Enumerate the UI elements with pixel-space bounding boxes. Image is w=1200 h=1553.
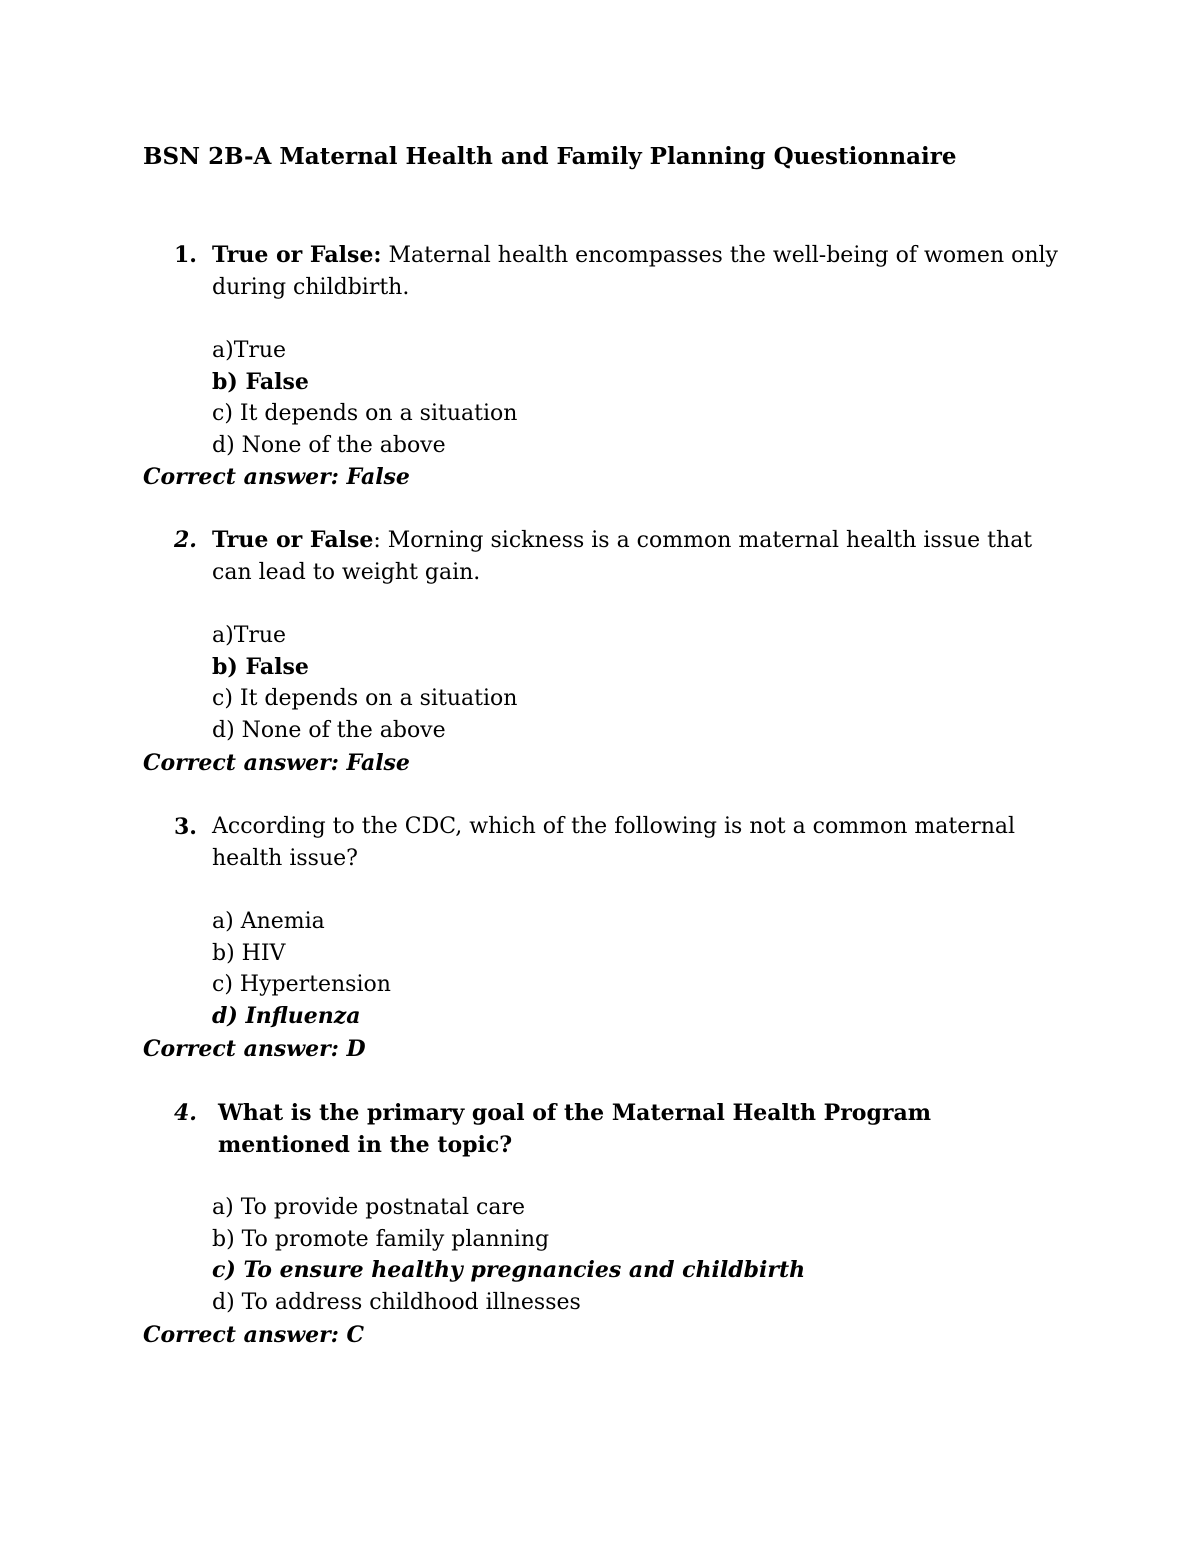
option-d: d) To address childhood illnesses bbox=[212, 1289, 581, 1315]
option-a: a)True bbox=[212, 338, 287, 363]
option-c: c) Hypertension bbox=[212, 972, 391, 997]
question-number: 1. bbox=[174, 242, 197, 268]
question-lead: True or False bbox=[212, 527, 374, 553]
option-c: c) It depends on a situation bbox=[212, 686, 518, 711]
correct-answer: Correct answer: False bbox=[143, 464, 410, 490]
question-body: : Morning sickness is a common maternal health issue that can lead to weight gain. bbox=[212, 528, 1033, 585]
option-b: b) False bbox=[212, 368, 309, 395]
correct-answer: Correct answer: C bbox=[143, 1322, 365, 1348]
option-list bbox=[212, 335, 517, 461]
option-a: a) To provide postnatal care bbox=[212, 1195, 526, 1220]
question-number: 2. bbox=[174, 527, 197, 553]
option-a: a) Anemia bbox=[212, 909, 325, 934]
question-number: 3. bbox=[174, 814, 197, 840]
page-title: BSN 2B-A Maternal Health and Family Planning Questionnaire bbox=[143, 143, 957, 170]
option-c: c) To ensure healthy pregnancies and childbirth bbox=[212, 1257, 806, 1283]
option-list bbox=[212, 620, 517, 746]
question-text bbox=[212, 524, 1062, 589]
question-lead: True or False: bbox=[212, 242, 382, 268]
question-number: 4. bbox=[174, 1100, 197, 1126]
question-text: What is the primary goal of the Maternal Health Program mentioned in the topic? bbox=[218, 1100, 931, 1158]
option-b: b) HIV bbox=[212, 940, 286, 966]
question-body: Maternal health encompasses the well-being of women only during childbirth. bbox=[212, 243, 1058, 300]
option-b: b) False bbox=[212, 653, 309, 680]
correct-answer: Correct answer: False bbox=[143, 750, 410, 776]
correct-answer: Correct answer: D bbox=[143, 1036, 366, 1062]
question-text: According to the CDC, which of the following is not a common maternal health issue? bbox=[212, 814, 1016, 871]
option-d: d) None of the above bbox=[212, 432, 446, 458]
option-list bbox=[212, 1192, 805, 1318]
option-c: c) It depends on a situation bbox=[212, 401, 518, 426]
option-b: b) To promote family planning bbox=[212, 1226, 550, 1252]
question-text bbox=[212, 239, 1062, 304]
option-d: d) None of the above bbox=[212, 717, 446, 743]
option-d: d) Influenza bbox=[212, 1002, 361, 1029]
option-a: a)True bbox=[212, 623, 287, 648]
option-list bbox=[212, 906, 391, 1032]
